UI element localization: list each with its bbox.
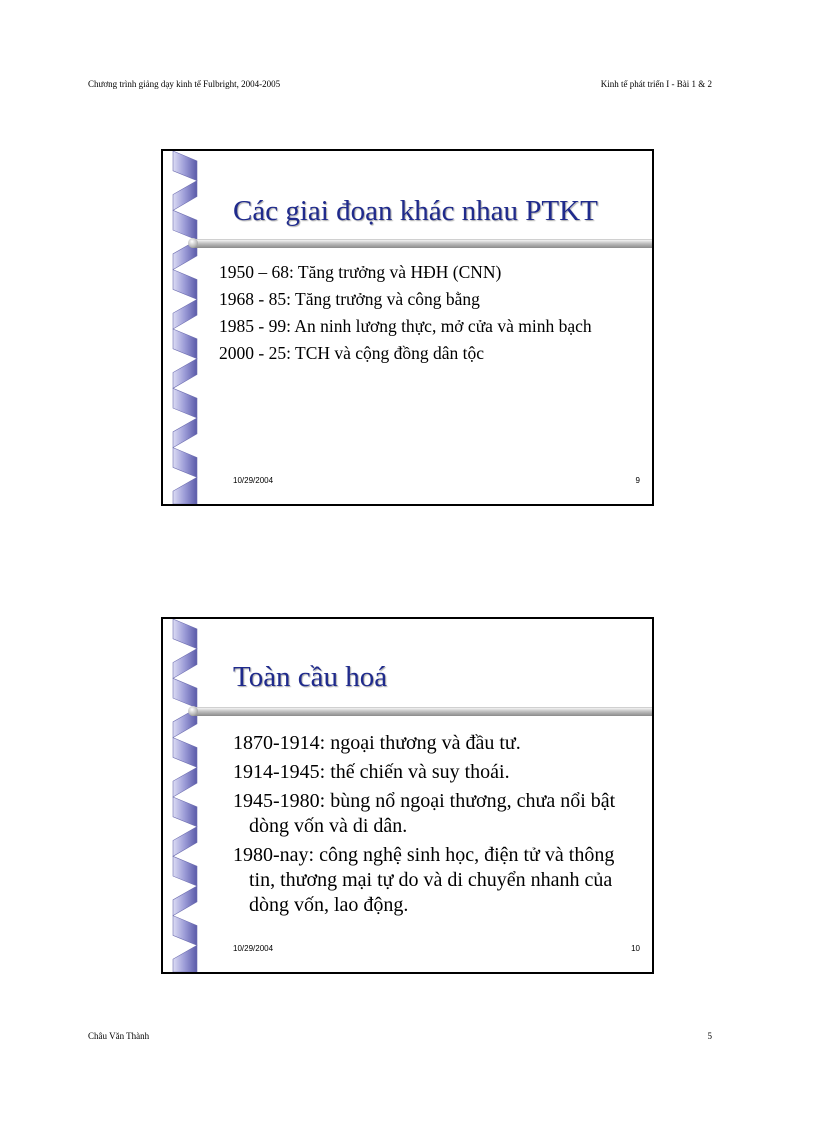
slide-date: 10/29/2004 bbox=[233, 944, 274, 953]
title-divider-bar bbox=[191, 707, 652, 716]
footer-author: Châu Văn Thành bbox=[88, 1031, 150, 1041]
list-item: 1968 - 85: Tăng trưởng và công bằng bbox=[219, 289, 480, 309]
list-item: 1870-1914: ngoại thương và đầu tư. bbox=[233, 732, 521, 754]
header-course: Chương trình giảng dạy kinh tế Fulbright, 2004-2005 bbox=[88, 79, 281, 89]
slide-9 bbox=[161, 149, 654, 506]
slide-number: 9 bbox=[635, 476, 640, 485]
list-item: 2000 - 25: TCH và cộng đồng dân tộc bbox=[219, 343, 485, 363]
ribbon-decoration bbox=[167, 151, 219, 504]
slide-bullet-list bbox=[233, 731, 643, 922]
ribbon-decoration bbox=[167, 619, 219, 972]
slide-date: 10/29/2004 bbox=[233, 476, 274, 485]
list-item: 1950 – 68: Tăng trưởng và HĐH (CNN) bbox=[219, 262, 502, 282]
slide-10 bbox=[161, 617, 654, 974]
title-divider-bar bbox=[191, 239, 652, 248]
header-lesson: Kinh tế phát triển I - Bài 1 & 2 bbox=[600, 79, 712, 89]
footer-page-number: 5 bbox=[707, 1031, 712, 1041]
bar-knob bbox=[188, 238, 198, 248]
list-item: 1914-1945: thế chiến và suy thoái. bbox=[233, 761, 510, 783]
list-item: 1945-1980: bùng nổ ngoại thương, chưa nổi bật dòng vốn và di dân. bbox=[233, 790, 616, 837]
slide-title: Toàn cầu hoá bbox=[233, 661, 388, 693]
slide-number: 10 bbox=[631, 944, 640, 953]
page-header bbox=[88, 79, 712, 89]
list-item: 1980-nay: công nghệ sinh học, điện tử và thông tin, thương mại tự do và di chuyển nhanh của dòng vốn, lao động. bbox=[233, 844, 615, 916]
list-item: 1985 - 99: An ninh lương thực, mở cửa và minh bạch bbox=[219, 316, 592, 336]
page-footer bbox=[88, 1031, 712, 1041]
slide-bullet-list bbox=[219, 259, 592, 367]
slide-title: Các giai đoạn khác nhau PTKT bbox=[233, 195, 598, 227]
bar-knob bbox=[188, 706, 198, 716]
